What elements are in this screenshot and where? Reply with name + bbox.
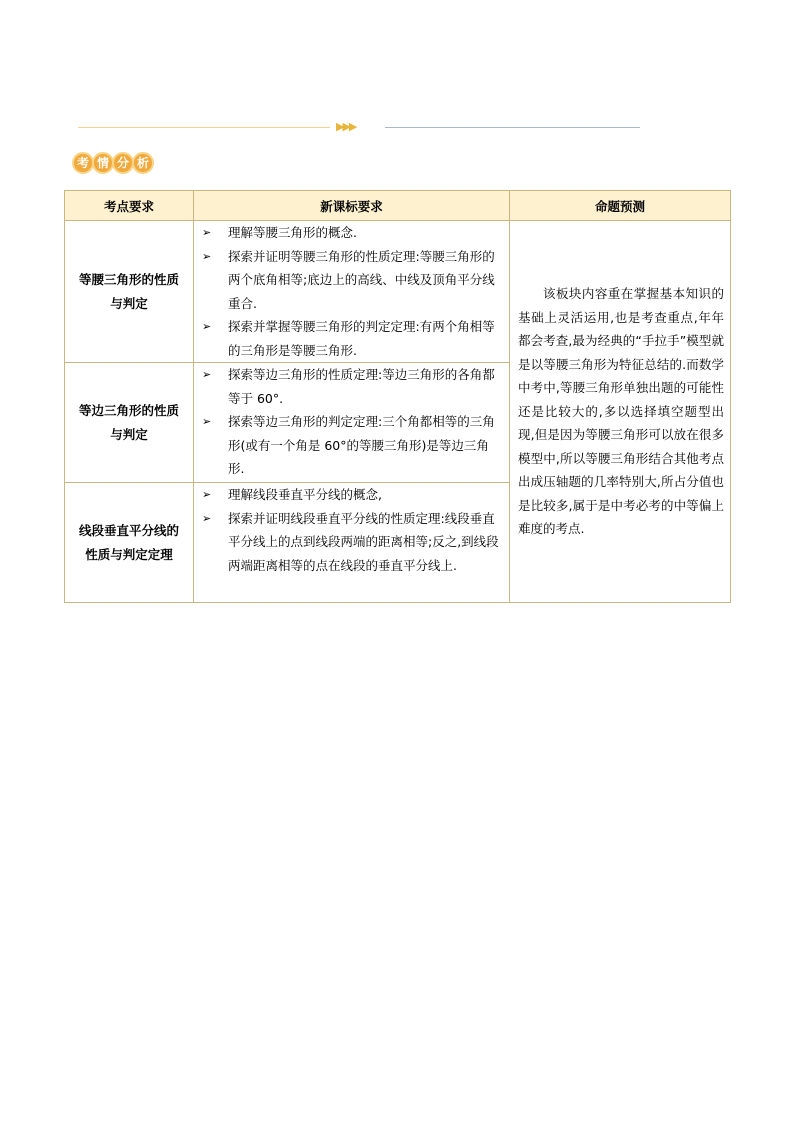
arrow-bullet-icon: ➢ <box>202 320 212 333</box>
analysis-table <box>64 190 731 603</box>
requirement-item: ➢ 探索等边三角形的性质定理:等边三角形的各角都等于 60°. <box>202 363 503 410</box>
table-row <box>65 221 731 363</box>
table-header-row <box>65 191 731 221</box>
arrow-bullet-icon: ➢ <box>202 249 212 263</box>
topic-line: 线段垂直平分线的 <box>78 522 179 538</box>
requirements-cell <box>194 221 510 363</box>
badge-char: 分 <box>112 152 134 174</box>
requirements-cell <box>194 483 510 603</box>
arrow-bullet-icon: ➢ <box>202 368 212 381</box>
requirement-item: ➢ 探索并证明线段垂直平分线的性质定理:线段垂直平分线上的点到线段两端的距离相等;反之,到线段两端距离相等的点在线段的垂直平分线上. <box>202 507 503 578</box>
topic-line: 等边三角形的性质 <box>78 402 179 418</box>
arrow-bullet-icon: ➢ <box>202 415 212 428</box>
requirement-item: ➢ 探索并掌握等腰三角形的判定定理:有两个角相等的三角形是等腰三角形. <box>202 315 503 362</box>
prediction-text: 该板块内容重在掌握基本知识的基础上灵活运用,也是考查重点,年年都会考查,最为经典的“手拉手”模型就是以等腰三角形为特征总结的.而数学中考中,等腰三角形单独出题的可能性还是比较大的,多以选择填空题型出现,但是因为等腰三角形可以放在很多模型中,所以等腰三角形结合其他考点出成压轴题的几率特别大,所占分值也是比较多,属于是中考必考的中等偏上难度的考点. <box>518 286 724 537</box>
divider-line-right <box>385 127 640 128</box>
topic-cell <box>65 363 194 483</box>
badge-char: 情 <box>92 152 114 174</box>
divider-line-left <box>78 127 330 128</box>
header-prediction: 命题预测 <box>510 191 731 221</box>
topic-cell <box>65 221 194 363</box>
requirements-cell <box>194 363 510 483</box>
topic-line: 性质与判定定理 <box>85 546 173 562</box>
header-topic: 考点要求 <box>65 191 194 221</box>
arrow-bullet-icon: ➢ <box>202 226 212 239</box>
topic-line: 等腰三角形的性质 <box>78 271 179 287</box>
section-divider <box>78 121 640 135</box>
section-badge <box>72 152 152 174</box>
requirement-item: ➢ 探索并证明等腰三角形的性质定理:等腰三角形的两个底角相等;底边上的高线、中线及顶角平分线重合. <box>202 245 503 316</box>
requirement-item: ➢ 探索等边三角形的判定定理:三个角都相等的三角形(或有一个角是 60°的等腰三角形)是等边三角形. <box>202 410 503 481</box>
divider-arrows: ▶▶▶ <box>336 120 356 133</box>
header-requirements: 新课标要求 <box>194 191 510 221</box>
prediction-cell <box>510 221 731 603</box>
badge-char: 考 <box>72 152 94 174</box>
requirement-item: ➢ 理解线段垂直平分线的概念, <box>202 483 503 507</box>
arrow-bullet-icon: ➢ <box>202 511 212 525</box>
topic-cell <box>65 483 194 603</box>
badge-char: 析 <box>132 152 154 174</box>
topic-line: 与判定 <box>110 426 148 442</box>
arrow-bullet-icon: ➢ <box>202 488 212 501</box>
requirement-item: ➢ 理解等腰三角形的概念. <box>202 221 503 245</box>
topic-line: 与判定 <box>110 295 148 311</box>
